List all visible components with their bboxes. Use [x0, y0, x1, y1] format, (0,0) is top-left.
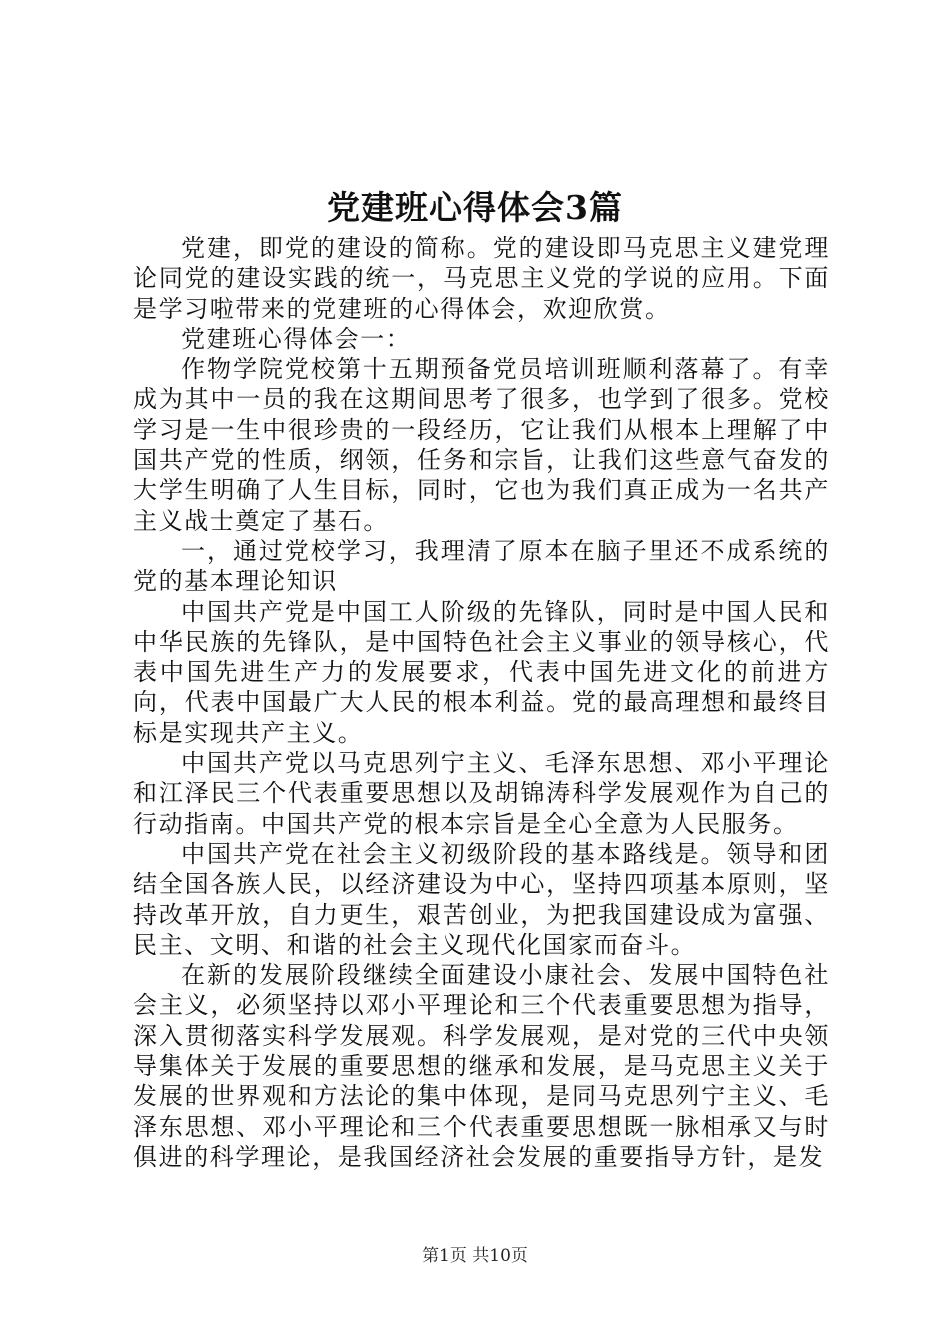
section-heading-part-one: 党建班心得体会一：: [181, 324, 412, 353]
paragraph: 作物学院党校第十五期预备党员培训班顺利落幕了。有幸成为其中一员的我在这期间思考了很多，也学到了很多。党校学习是一生中很珍贵的一段经历，它让我们从根本上理解了中国共产党的性质，纲领，任务和宗旨，让我们这些意气奋发的大学生明确了人生目标，同时，它也为我们真正成为一名共产主义战士奠定了基石。: [133, 355, 830, 535]
page-number-footer: 第1页 共10页: [422, 1246, 528, 1266]
paragraph: 中国共产党在社会主义初级阶段的基本路线是。领导和团结全国各族人民，以经济建设为中心，坚持四项基本原则，坚持改革开放，自力更生，艰苦创业，为把我国建设成为富强、民主、文明、和谐的社会主义现代化国家而奋斗。: [133, 839, 830, 959]
document-title: 党建班心得体会3篇: [327, 188, 623, 227]
paragraph: 中国共产党是中国工人阶级的先锋队，同时是中国人民和中华民族的先锋队，是中国特色社会主义事业的领导核心，代表中国先进生产力的发展要求，代表中国先进文化的前进方向，代表中国最广大人民的根本利益。党的最高理想和最终目标是实现共产主义。: [133, 597, 830, 747]
paragraph-intro: 党建，即党的建设的简称。党的建设即马克思主义建党理论同党的建设实践的统一，马克思主义党的学说的应用。下面是学习啦带来的党建班的心得体会，欢迎欣赏。: [133, 234, 830, 323]
subheading-point-one: 一，通过党校学习，我理清了原本在脑子里还不成系统的党的基本理论知识: [133, 536, 830, 596]
document-body: [133, 233, 830, 1172]
paragraph: 中国共产党以马克思列宁主义、毛泽东思想、邓小平理论和江泽民三个代表重要思想以及胡锦涛科学发展观作为自己的行动指南。中国共产党的根本宗旨是全心全意为人民服务。: [133, 749, 830, 838]
paragraph: 在新的发展阶段继续全面建设小康社会、发展中国特色社会主义，必须坚持以邓小平理论和三个代表重要思想为指导，深入贯彻落实科学发展观。科学发展观，是对党的三代中央领导集体关于发展的重要思想的继承和发展，是马克思主义关于发展的世界观和方法论的集中体现，是同马克思列宁主义、毛泽东思想、邓小平理论和三个代表重要思想既一脉相承又与时俱进的科学理论，是我国经济社会发展的重要指导方针，是发: [133, 961, 830, 1171]
